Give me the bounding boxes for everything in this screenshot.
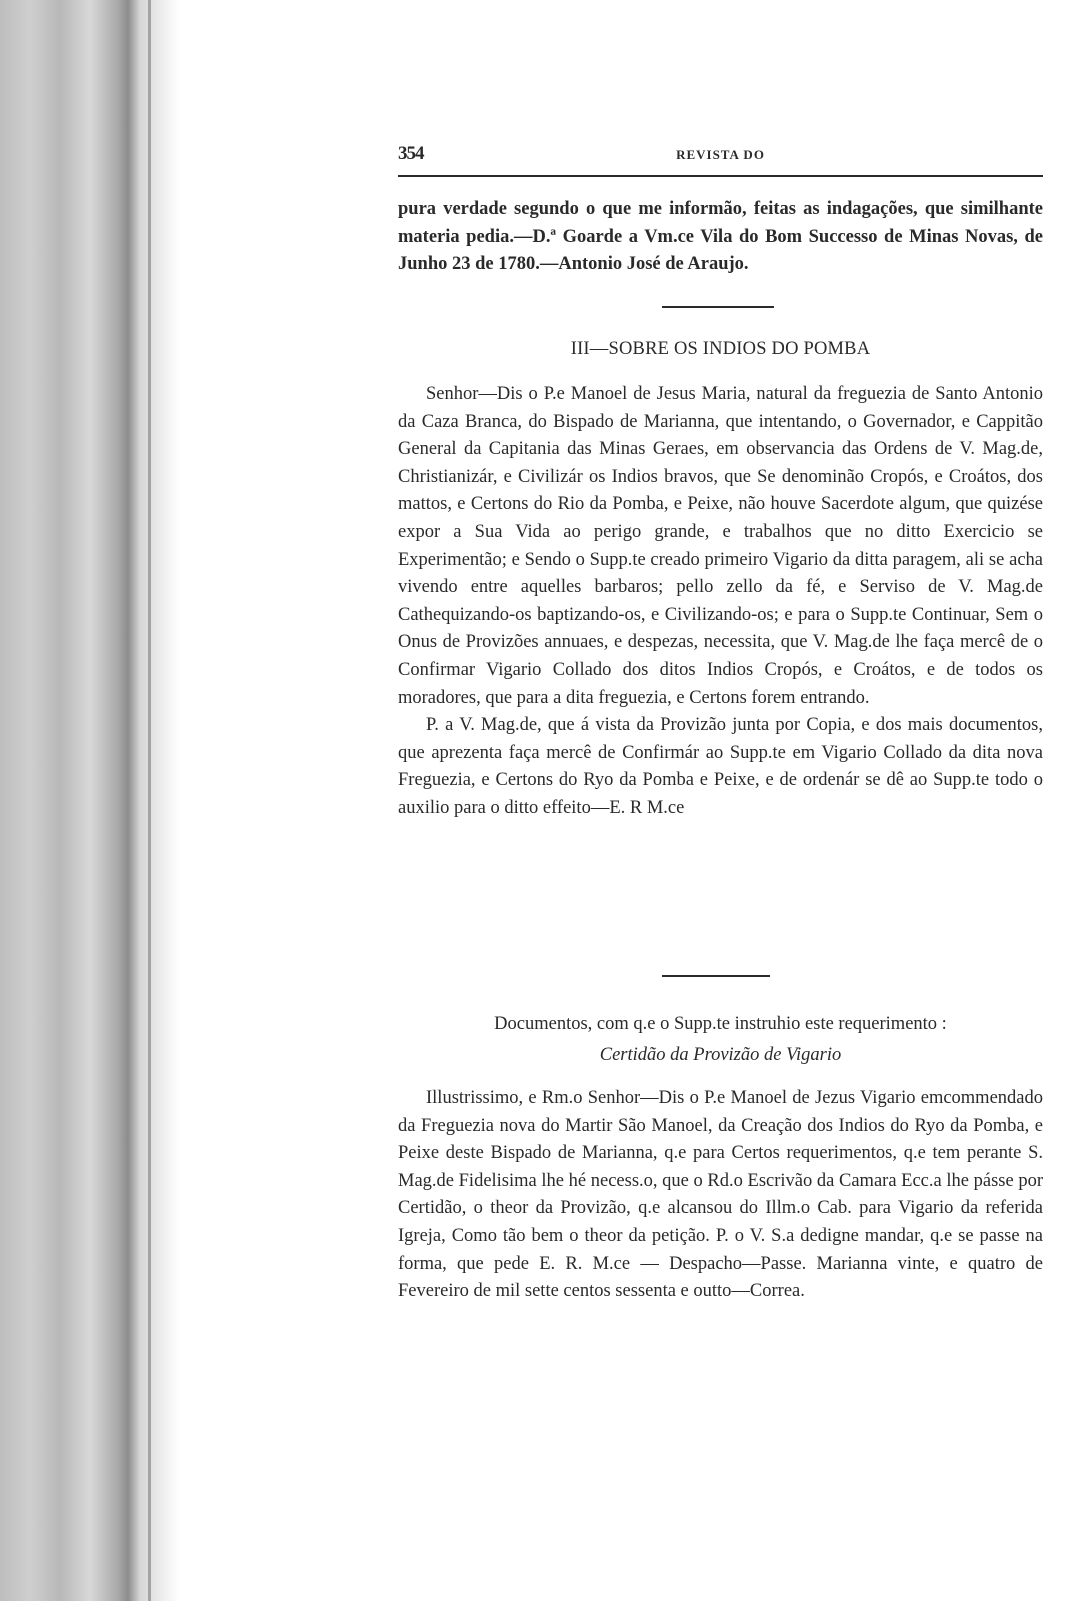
book-binding-shadow — [0, 0, 180, 1601]
documents-subtitle: Certidão da Provizão de Vigario — [599, 1045, 842, 1065]
certificate-paragraph: Illustrissimo, e Rm.o Senhor—Dis o P.e Manoel de Jezus Vigario emcommendado da Freguezia nova do Martir São Manoel, da Creação dos Indios do Ryo da Pomba, e Peixe deste Bispado de Marianna, q.e para Certos requerimentos, q.e tem perante S. Mag.de Fidelisima lhe hé necess.o, que o Rd.o Escrivão da Camara Ecc.a lhe pásse por Certidão, o theor da Provizão, q.e alcansou do Illm.o Cab. para Vigario da referida Igreja, Como tão bem o theor da petição. P. o V. S.a dedigne mandar, q.e se passe na forma, que pede E. R. M.ce — Despacho—Passe. Marianna vinte, e quatro de Fevereiro de mil sette centos sessenta e outto—Correa. — [398, 1088, 1043, 1302]
section-title: III—SOBRE OS INDIOS DO POMBA — [570, 339, 871, 359]
running-head: REVISTA DO — [676, 147, 765, 162]
petition-paragraph: Senhor—Dis o P.e Manoel de Jesus Maria, natural da freguezia de Santo Antonio da Caza Branca, do Bispado de Marianna, que intentando, o Governador, e Cappitão General da Capitania das Minas Geraes, em observancia das Ordens de V. Mag.de, Christianizár, e Civilizár os Indios bravos, que Se denominão Cropós, e Croátos, dos mattos, e Certons do Rio da Pomba, e Peixe, não houve Sacerdote algum, que quizése expor a Sua Vida ao perigo grande, e trabalhos que no ditto Exercicio se Experimentão; e Sendo o Supp.te creado primeiro Vigario da ditta paragem, ali se acha vivendo entre aquelles barbaros; pello zello da fé, e Serviso de V. Mag.de Cathequizando-os baptizando-os, e Civilizando-os; e para o Supp.te Continuar, Sem o Onus de Provizões annuaes, e despezas, necessita, que V. Mag.de lhe faça mercê de o Confirmar Vigario Collado dos ditos Indios Cropós, e Croátos, e de todos os moradores, que para a dita freguezia, e Certons forem entrando. — [398, 384, 1043, 708]
book-page — [398, 0, 1043, 1601]
page-header — [398, 143, 1043, 167]
section-separator — [662, 306, 774, 308]
petition-block — [398, 381, 1043, 823]
page-number: 354 — [398, 143, 424, 164]
opening-paragraph-text: pura verdade segundo o que me informão, feitas as indagações, que similhante materia pedia.—D.ª Goarde a Vm.ce Vila do Bom Successo de Minas Novas, de Junho 23 de 1780.—Antonio José de Araujo. — [398, 199, 1043, 275]
binding-fold-line — [148, 0, 151, 1601]
opening-paragraph — [398, 196, 1043, 279]
documents-separator — [662, 975, 770, 977]
request-paragraph: P. a V. Mag.de, que á vista da Provizão junta por Copia, e dos mais documentos, que aprezenta faça mercê de Confirmár ao Supp.te em Vigario Collado da dita nova Freguezia, e Certons do Ryo da Pomba e Peixe, e de ordenár se dê ao Supp.te todo o auxilio para o ditto effeito—E. R M.ce — [398, 715, 1043, 818]
header-rule — [398, 175, 1043, 177]
documents-intro: Documentos, com q.e o Supp.te instruhio este requerimento : — [494, 1014, 947, 1034]
certificate-block — [398, 1085, 1043, 1306]
